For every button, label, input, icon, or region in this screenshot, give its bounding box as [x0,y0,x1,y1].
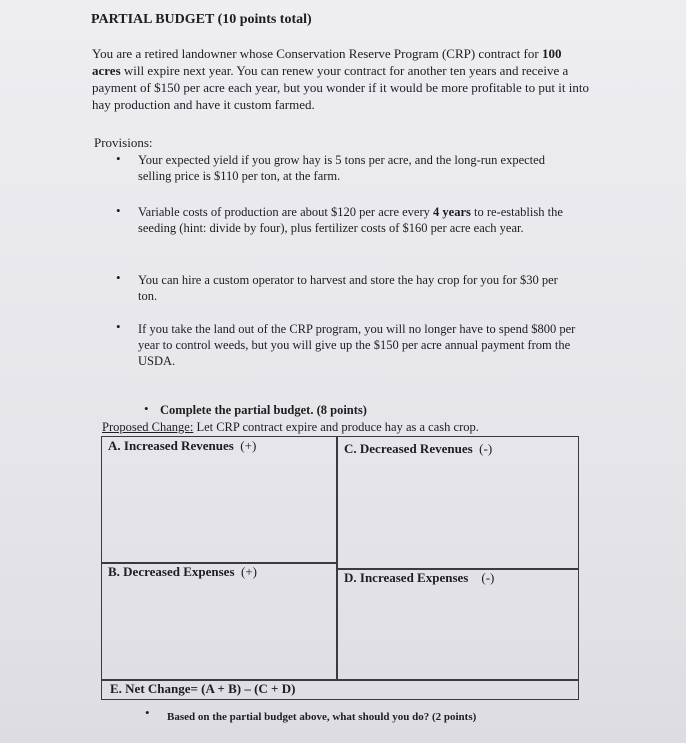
cell-increased-revenues[interactable] [102,437,336,562]
provision-item [138,152,578,184]
provision-text: to re-establish the seeding (hint: divide by four), plus fertilizer costs of $160 per acre each year. [138,205,563,235]
partial-budget-table [101,436,579,700]
cell-decreased-expenses[interactable] [102,564,336,679]
cell-label [108,438,256,454]
bullet-icon: • [116,203,121,218]
intro-acres: 100 acres [92,46,562,78]
intro-text-2: will expire next year. You can renew your contract for another ten years and receive a payment of $150 per acre each year, but you wonder if it would be more profitable to put it into hay production and have it custom farmed. [92,63,589,112]
proposed-label: Proposed Change: [102,420,194,434]
proposed-change [102,420,479,435]
cell-increased-expenses[interactable] [338,570,578,679]
sign-text: (-) [481,570,495,585]
provision-bold: 4 years [433,205,471,219]
bullet-icon: • [145,705,150,720]
provision-text: If you take the land out of the CRP program, you will no longer have to spend $800 per year to control weeds, but you will give up the $150 per acre annual payment from the USDA. [138,322,576,368]
label-text: B. Decreased Expenses [108,564,235,579]
sign-text: (+) [241,564,258,579]
label-text: D. Increased Expenses [344,570,469,585]
provision-text: Variable costs of production are about $120 per acre every [138,205,434,219]
complete-instruction: Complete the partial budget. (8 points) [160,403,367,417]
sign-text: (+) [240,438,257,453]
provision-item [138,272,578,304]
intro-text-1: You are a retired landowner whose Conservation Reserve Program (CRP) contract for [92,46,539,61]
label-text: C. Decreased Revenues [344,441,473,456]
bullet-icon: • [116,319,121,334]
cell-net-change[interactable] [102,681,578,699]
bullet-icon: • [144,401,149,416]
cell-decreased-revenues[interactable] [338,437,578,568]
sign-text: (-) [479,441,493,456]
provision-text: Your expected yield if you grow hay is 5 tons per acre, and the long-run expected selling price is $110 per ton, at the farm. [138,153,545,183]
page-title: PARTIAL BUDGET (10 points total) [91,12,312,27]
cell-label [344,441,492,457]
cell-label [344,570,494,586]
intro-paragraph [92,45,592,113]
provisions-label: Provisions: [94,135,153,150]
provision-text: You can hire a custom operator to harvest and store the hay crop for you for $30 per ton. [138,273,558,303]
bullet-icon: • [116,270,121,285]
cell-label [108,564,257,580]
provision-item [138,204,578,236]
label-text: A. Increased Revenues [108,438,234,453]
final-question: Based on the partial budget above, what should you do? (2 points) [167,711,477,723]
proposed-text: Let CRP contract expire and produce hay as a cash crop. [193,420,479,434]
provision-item [138,321,578,369]
bullet-icon: • [116,151,121,166]
net-change-label: E. Net Change= (A + B) – (C + D) [110,681,296,696]
